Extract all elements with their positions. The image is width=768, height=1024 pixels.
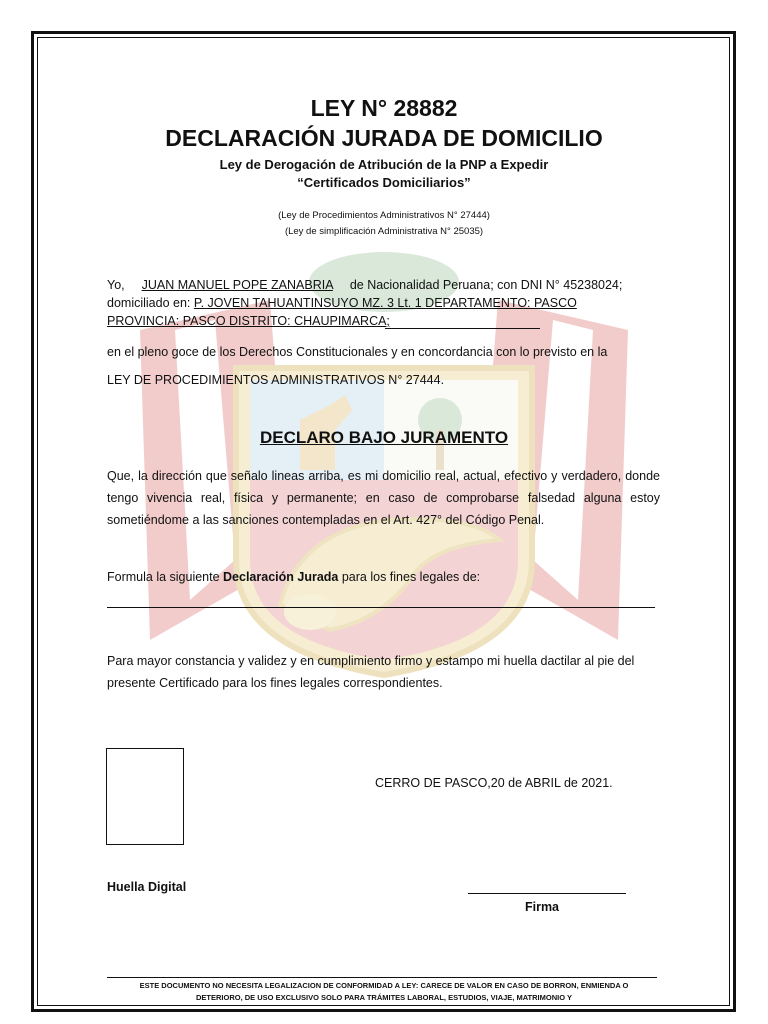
address-underline: [385, 328, 540, 329]
footer-line-2: DETERIORO, DE USO EXCLUSIVO SOLO PARA TRÁMITES LABORAL, ESTUDIOS, VIAJE, MATRIMONIO Y: [196, 993, 572, 1002]
law-reference-2: (Ley de simplificación Administrativa N° 25035): [284, 226, 484, 237]
fingerprint-label: Huella Digital: [107, 880, 187, 894]
constancy-text: Para mayor constancia y validez y en cumplimiento firmo y estampo mi huella dactilar al pie del presente Certificado para los fines legales correspondientes.: [107, 654, 635, 690]
declarant-line: [107, 276, 707, 294]
domicile-line: [107, 294, 707, 312]
rights-text-2: LEY DE PROCEDIMIENTOS ADMINISTRATIVOS N° 27444.: [107, 373, 445, 387]
oath-body: Que, la dirección que señalo lineas arriba, es mi domicilio real, actual, efectivo y verdadero, donde tengo vivencia real, física y permanente; en caso de comprobarse falsedad alguna estoy sometiéndome a las sanciones contempladas en el Art. 427° del Código Penal.: [107, 469, 660, 527]
nationality-dni: de Nacionalidad Peruana; con DNI N° 45238024;: [349, 278, 623, 292]
signature-line[interactable]: [468, 893, 626, 894]
declarant-prefix: Yo,: [107, 278, 125, 292]
footer-divider: [107, 977, 657, 978]
subtitle-line-1: Ley de Derogación de Atribución de la PNP a Expedir: [219, 157, 549, 172]
fingerprint-box[interactable]: [106, 748, 184, 845]
purpose-blank-line: [107, 607, 655, 608]
law-number-title: LEY N° 28882: [310, 95, 458, 121]
place-date: CERRO DE PASCO,20 de ABRIL de 2021.: [375, 776, 613, 790]
signature-label: Firma: [524, 900, 560, 914]
formula-line: [107, 568, 667, 586]
address-line-2: PROVINCIA: PASCO DISTRITO: CHAUPIMARCA;: [107, 314, 390, 328]
oath-title: DECLARO BAJO JURAMENTO: [259, 428, 509, 447]
domicile-label: domiciliado en:: [107, 296, 191, 310]
formula-bold: Declaración Jurada: [223, 570, 339, 584]
rights-text-1: en el pleno goce de los Derechos Constitucionales y en concordancia con lo previsto en la: [107, 345, 608, 359]
footer-line-1: ESTE DOCUMENTO NO NECESITA LEGALIZACION DE CONFORMIDAD A LEY: CARECE DE VALOR EN CASO DE BORRON, ENMIENDA O: [139, 981, 629, 990]
page-title: DECLARACIÓN JURADA DE DOMICILIO: [165, 125, 603, 151]
subtitle-line-2: “Certificados Domiciliarios”: [297, 175, 471, 190]
declarant-name: JUAN MANUEL POPE ZANABRIA: [141, 278, 333, 292]
law-reference-1: (Ley de Procedimientos Administrativos N° 27444): [278, 210, 490, 221]
address-line-1: P. JOVEN TAHUANTINSUYO MZ. 3 Lt. 1 DEPARTAMENTO: PASCO: [193, 296, 577, 310]
formula-prefix: Formula la siguiente: [107, 570, 224, 584]
formula-suffix: para los fines legales de:: [338, 570, 481, 584]
